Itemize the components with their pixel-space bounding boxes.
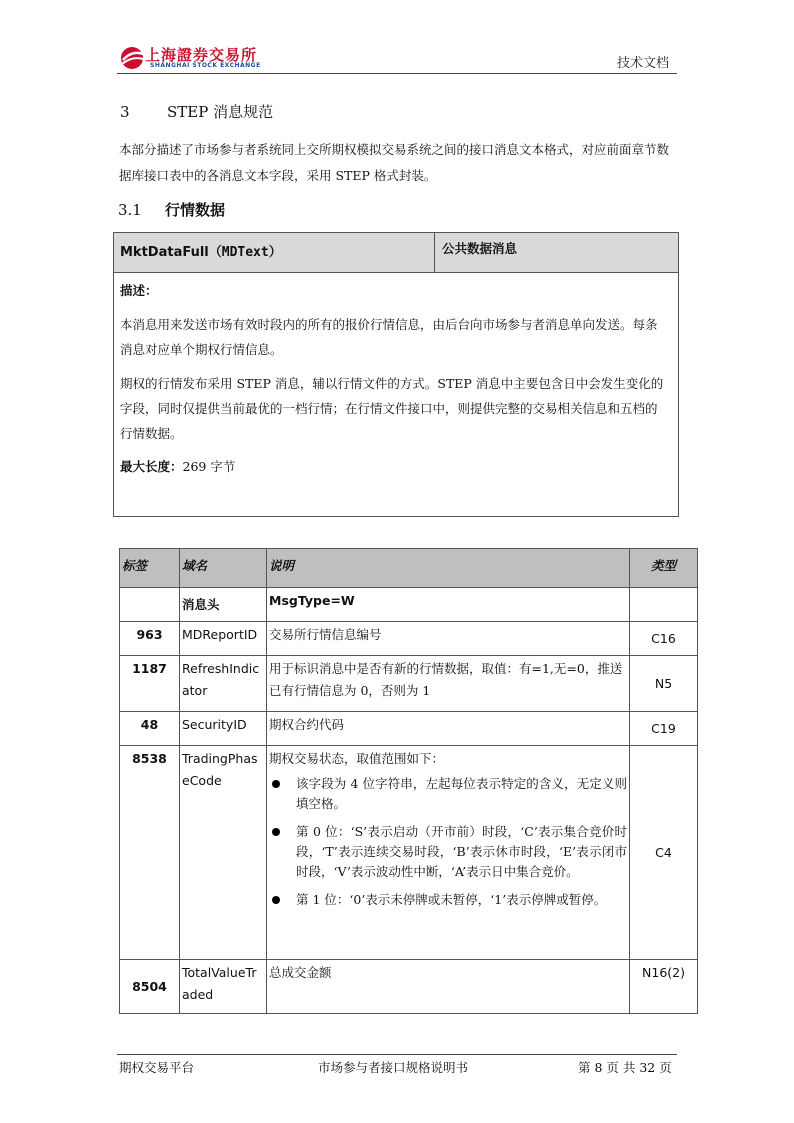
table-row [120, 746, 698, 960]
footer-page-number: 第 8 页 共 32 页 [578, 1060, 672, 1075]
bullet-text: 第 1 位：‘0’表示未停牌或未暂停，‘1’表示停牌或暂停。 [296, 892, 607, 907]
list-item [269, 822, 627, 882]
row-tag: 8538 [120, 746, 180, 960]
bullet-text: 第 0 位：‘S’表示启动（开市前）时段，‘C’表示集合竞价时段，‘T’表示连续交易时段，‘B’表示休市时段，‘E’表示闭市时段，‘V’表示波动性中断，‘A’表示日中集合竞价。 [296, 824, 627, 879]
section-number: 3 [120, 103, 130, 121]
row-desc [267, 746, 630, 960]
bullet-icon [272, 896, 280, 904]
row-tag: 48 [120, 712, 180, 746]
row-field: 消息头 [180, 588, 267, 622]
row-type: C16 [630, 622, 698, 656]
subsection-title: 行情数据 [165, 201, 226, 219]
row-desc: 总成交金额 [267, 960, 630, 1014]
section-title: STEP 消息规范 [167, 103, 274, 121]
footer-platform: 期权交易平台 [119, 1060, 195, 1075]
logo-english-name: SHANGHAI STOCK EXCHANGE [150, 62, 261, 69]
row-desc: 交易所行情信息编号 [267, 622, 630, 656]
row-tag: 8504 [120, 960, 180, 1014]
header-desc: 说明 [267, 549, 630, 588]
table-row [120, 622, 698, 656]
message-name [120, 241, 282, 260]
row-field: RefreshIndicator [180, 656, 267, 712]
subsection-number: 3.1 [118, 201, 142, 219]
row-desc: 期权合约代码 [267, 712, 630, 746]
bullet-icon [272, 780, 280, 788]
table-row [120, 588, 698, 622]
header-tag: 标签 [120, 549, 180, 588]
bullet-icon [272, 828, 280, 836]
row-type: N16(2) [630, 960, 698, 1014]
description-paragraph-2: 期权的行情发布采用 STEP 消息，辅以行情文件的方式。STEP 消息中主要包含日中会发生变化的字段，同时仅提供当前最优的一档行情；在行情文件接口中，则提供完整的交易相关信息和五档的行情数据。 [120, 376, 664, 441]
document-type-label: 技术文档 [617, 56, 670, 71]
message-code: （MDText） [208, 245, 282, 260]
row-field: SecurityID [180, 712, 267, 746]
section-3-1-heading [118, 199, 225, 220]
message-description-body [120, 278, 668, 479]
header-field: 域名 [180, 549, 267, 588]
max-length-line [120, 454, 668, 479]
logo-chinese-name: 上海證券交易所 [145, 46, 258, 64]
table-row [120, 960, 698, 1014]
description-label: 描述： [120, 283, 158, 298]
row-field: MDReportID [180, 622, 267, 656]
row-desc: MsgType=W [267, 588, 630, 622]
description-paragraph-1: 本消息用来发送市场有效时段内的所有的报价行情信息，由后台向市场参与者消息单向发送。每条消息对应单个期权行情信息。 [120, 317, 658, 357]
message-category: 公共数据消息 [442, 241, 518, 256]
row-tag: 1187 [120, 656, 180, 712]
row-desc-intro: 期权交易状态，取值范围如下： [269, 751, 445, 766]
header-type: 类型 [630, 549, 698, 588]
list-item [269, 890, 627, 910]
section-3-heading [120, 101, 273, 122]
row-type: C19 [630, 712, 698, 746]
bullet-text: 该字段为 4 位字符串，左起每位表示特定的含义，无定义则填空格。 [296, 776, 627, 811]
list-item [269, 774, 627, 814]
max-length-label: 最大长度： [120, 459, 183, 474]
message-description-box [113, 232, 679, 517]
table-row [120, 712, 698, 746]
max-length-value: 269 字节 [182, 459, 236, 474]
row-tag [120, 588, 180, 622]
footer-divider [117, 1054, 677, 1055]
header-divider [117, 73, 677, 74]
section-3-intro: 本部分描述了市场参与者系统同上交所期权模拟交易系统之间的接口消息文本格式，对应前面章节数据库接口表中的各消息文本字段，采用 STEP 格式封装。 [119, 142, 670, 183]
header-cell-divider [434, 233, 435, 272]
table-header-row [120, 549, 698, 588]
footer-doc-title: 市场参与者接口规格说明书 [318, 1060, 469, 1075]
row-field: TradingPhaseCode [180, 746, 267, 960]
field-definition-table [119, 548, 698, 1014]
row-type: N5 [630, 656, 698, 712]
row-type [630, 588, 698, 622]
row-tag: 963 [120, 622, 180, 656]
table-row [120, 656, 698, 712]
row-field: TotalValueTraded [180, 960, 267, 1014]
message-header-row [114, 233, 678, 273]
row-desc: 用于标识消息中是否有新的行情数据，取值：有=1,无=0，推送已有行情信息为 0，否则为 1 [267, 656, 630, 712]
row-type: C4 [630, 746, 698, 960]
message-name-text: MktDataFull [120, 245, 209, 260]
trading-phase-bullets [269, 774, 627, 910]
